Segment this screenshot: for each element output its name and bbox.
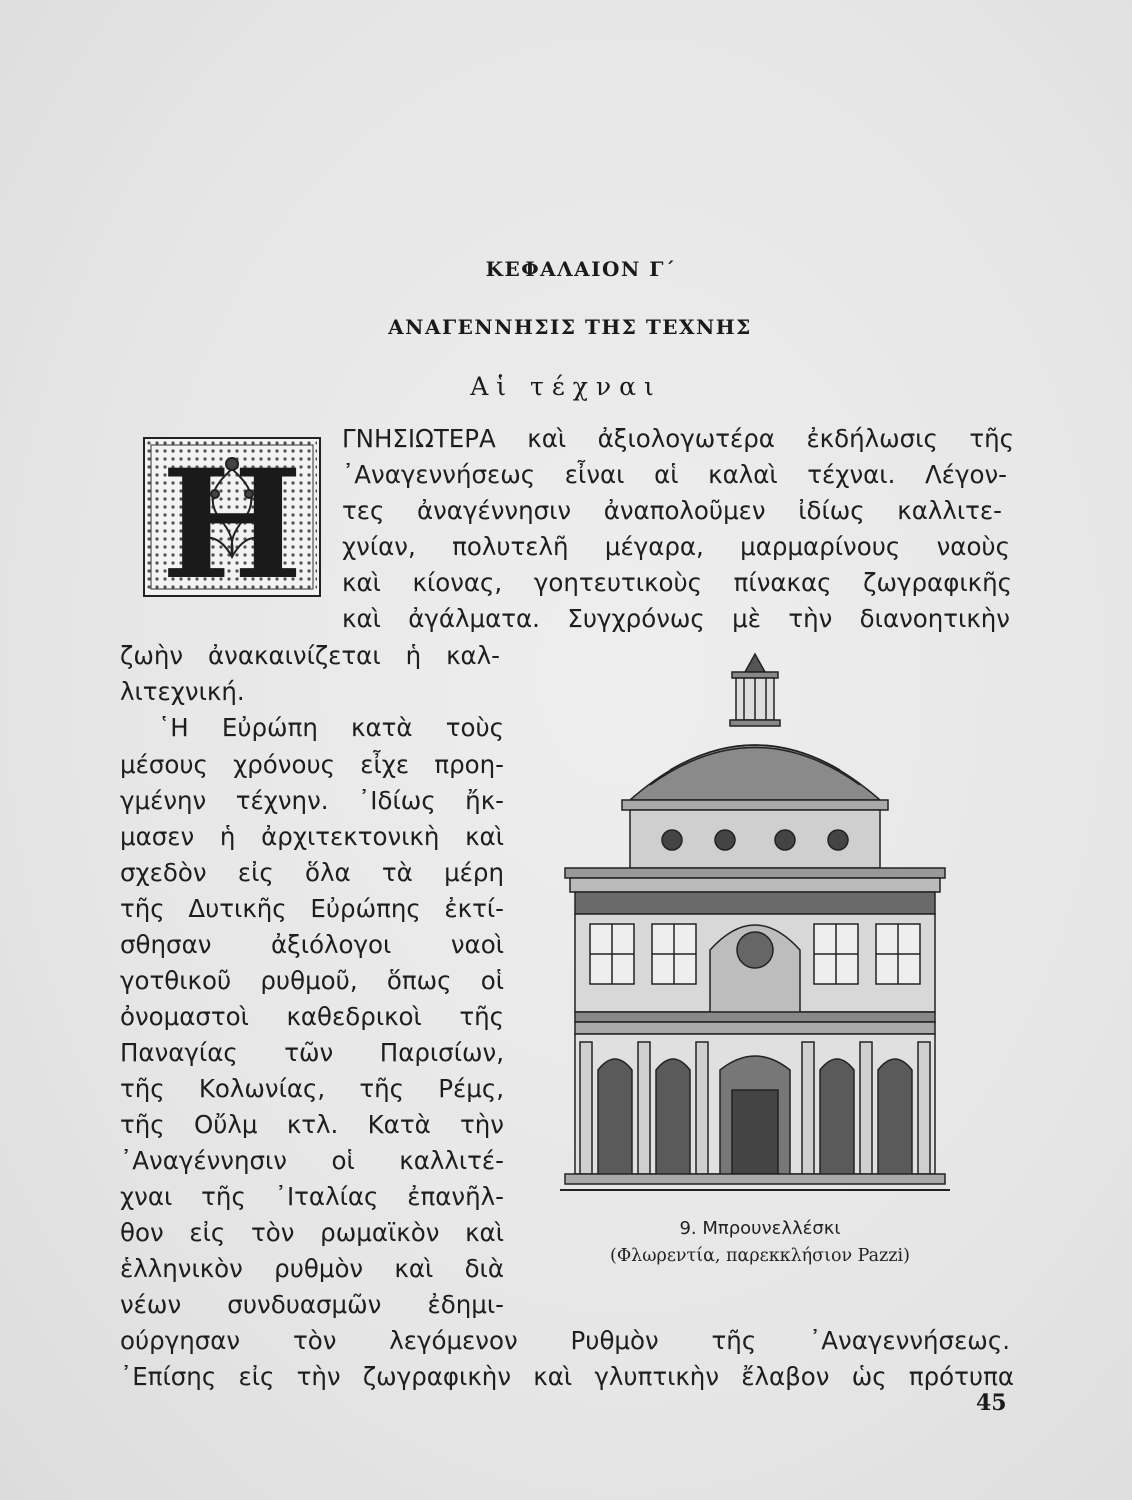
text-line: ἑλληνικὸν ρυθμὸν καὶ διὰ: [120, 1254, 504, 1283]
text-line: ζωὴν ἀνακαινίζεται ἡ καλ-: [120, 641, 500, 670]
text-line: χναι τῆς ᾿Ιταλίας ἐπανῆλ-: [120, 1182, 504, 1211]
text-line: νέων συνδυασμῶν ἐδημι-: [120, 1290, 504, 1319]
text-line: μέσους χρόνους εἶχε προη-: [120, 750, 504, 779]
text-line: μασεν ἡ ἀρχιτεκτονικὴ καὶ: [120, 822, 504, 851]
figure-caption-number: 9. Μπρουνελλέσκι: [679, 1218, 841, 1239]
section-title: Αἱ τέχναι: [470, 372, 662, 401]
text-line: καὶ κίονας, γοητευτικοὺς πίνακας ζωγραφικῆς: [342, 568, 1012, 597]
text-line: γοτθικοῦ ρυθμοῦ, ὅπως οἱ: [120, 966, 504, 995]
text-line: σθησαν ἀξιόλογοι ναοὶ: [120, 930, 504, 959]
text-line: γμένην τέχνην. ᾿Ιδίως ἤκ-: [120, 786, 504, 815]
part-title: ΑΝΑΓΕΝΝΗΣΙΣ ΤΗΣ ΤΕΧΝΗΣ: [388, 315, 752, 339]
text-line: χνίαν, πολυτελῆ μέγαρα, μαρμαρίνους ναοὺς: [342, 532, 1010, 561]
text-line: καὶ ἀγάλματα. Συγχρόνως μὲ τὴν διανοητικὴν: [342, 604, 1010, 633]
pazzi-chapel-illustration: [560, 650, 950, 1198]
text-line: τες ἀναγέννησιν ἀναπολοῦμεν ἰδίως καλλιτε-: [342, 496, 1002, 525]
text-line: ᾿Επίσης εἰς τὴν ζωγραφικὴν καὶ γλυπτικὴν ἔλαβον ὡς πρότυπα: [120, 1362, 1014, 1391]
text-line: τῆς Δυτικῆς Εὐρώπης ἐκτί-: [120, 894, 504, 923]
text-line: ῾Η Εὐρώπη κατὰ τοὺς: [158, 713, 504, 742]
text-line: θον εἰς τὸν ρωμαϊκὸν καὶ: [120, 1218, 504, 1247]
text-line: ΓΝΗΣΙΩΤΕΡΑ καὶ ἀξιολογωτέρα ἐκδήλωσις τῆς: [342, 424, 1014, 453]
text-line: Παναγίας τῶν Παρισίων,: [120, 1038, 504, 1067]
page-number: 45: [976, 1390, 1007, 1416]
text-line: ὀνομαστοὶ καθεδρικοὶ τῆς: [120, 1002, 504, 1031]
text-line: ᾿Αναγεννήσεως εἶναι αἱ καλαὶ τέχναι. Λέγον-: [342, 460, 1007, 489]
figure-caption-detail: (Φλωρεντία, παρεκκλήσιον Pazzi): [610, 1246, 910, 1266]
text-line: τῆς Οὔλμ κτλ. Κατὰ τὴν: [120, 1110, 504, 1139]
text-line: ούργησαν τὸν λεγόμενον Ρυθμὸν τῆς ᾿Αναγεννήσεως.: [120, 1326, 1010, 1355]
text-line: λιτεχνική.: [120, 677, 245, 706]
dropcap-ornament: [143, 437, 321, 597]
text-line: σχεδὸν εἰς ὅλα τὰ μέρη: [120, 858, 504, 887]
chapter-heading: ΚΕΦΑΛΑΙΟΝ Γ΄: [485, 257, 677, 281]
text-line: τῆς Κολωνίας, τῆς Ρέμς,: [120, 1074, 504, 1103]
text-line: ᾿Αναγέννησιν οἱ καλλιτέ-: [120, 1146, 504, 1175]
dropcap-letter: Η: [161, 439, 303, 595]
